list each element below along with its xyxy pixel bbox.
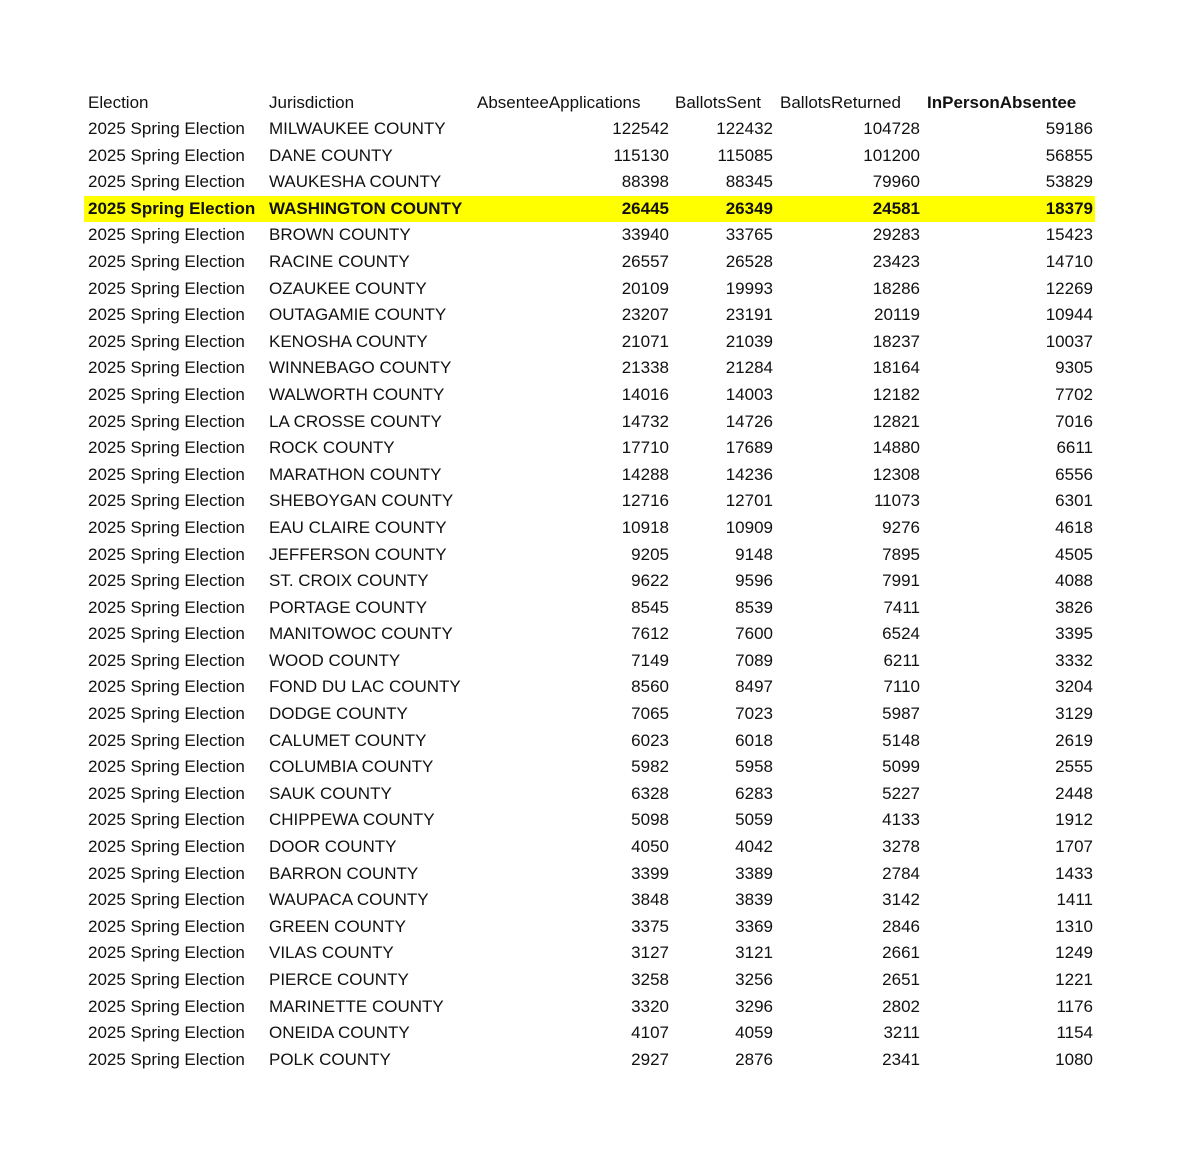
cell-absentee-applications: 17710: [621, 438, 669, 458]
cell-election: 2025 Spring Election: [88, 198, 256, 218]
table-row: [80, 355, 1100, 382]
cell-absentee-applications: 7065: [631, 704, 669, 724]
cell-ballots-sent: 3369: [735, 916, 773, 936]
table-row: [80, 754, 1100, 781]
table-row: [80, 648, 1100, 675]
cell-jurisdiction: LA CROSSE COUNTY: [269, 411, 442, 431]
table-row: [80, 1020, 1100, 1047]
cell-in-person-absentee: 4505: [1055, 544, 1093, 564]
cell-in-person-absentee: 2555: [1055, 757, 1093, 777]
cell-ballots-returned: 7411: [883, 597, 920, 617]
cell-jurisdiction: ST. CROIX COUNTY: [269, 571, 429, 591]
cell-in-person-absentee: 1912: [1055, 810, 1093, 830]
cell-ballots-returned: 3278: [882, 837, 920, 857]
cell-in-person-absentee: 7016: [1055, 411, 1093, 431]
cell-in-person-absentee: 1310: [1055, 916, 1093, 936]
cell-election: 2025 Spring Election: [88, 943, 245, 963]
cell-in-person-absentee: 56855: [1045, 145, 1093, 165]
cell-jurisdiction: DOOR COUNTY: [269, 837, 397, 857]
cell-jurisdiction: GREEN COUNTY: [269, 916, 406, 936]
cell-ballots-sent: 14236: [725, 464, 773, 484]
header-row: [80, 90, 1100, 116]
cell-jurisdiction: BARRON COUNTY: [269, 863, 419, 883]
cell-jurisdiction: DANE COUNTY: [269, 145, 393, 165]
cell-in-person-absentee: 12269: [1045, 278, 1093, 298]
header-ballots-returned: BallotsReturned: [780, 93, 901, 112]
table-row: [80, 382, 1100, 409]
cell-ballots-sent: 5958: [735, 757, 773, 777]
cell-in-person-absentee: 3204: [1055, 677, 1093, 697]
cell-jurisdiction: MILWAUKEE COUNTY: [269, 119, 446, 138]
cell-absentee-applications: 8560: [631, 677, 669, 697]
table-body: [80, 116, 1100, 1073]
cell-in-person-absentee: 14710: [1045, 251, 1093, 271]
cell-absentee-applications: 4107: [631, 1023, 669, 1043]
cell-election: 2025 Spring Election: [88, 837, 245, 857]
cell-ballots-returned: 2846: [882, 916, 920, 936]
table-row: [80, 967, 1100, 994]
cell-jurisdiction: WASHINGTON COUNTY: [269, 198, 463, 218]
cell-ballots-returned: 12308: [872, 464, 920, 484]
cell-ballots-sent: 88345: [725, 172, 773, 192]
cell-jurisdiction: SHEBOYGAN COUNTY: [269, 491, 454, 511]
cell-jurisdiction: JEFFERSON COUNTY: [269, 544, 447, 564]
cell-ballots-sent: 17689: [725, 438, 773, 458]
table-row: [80, 222, 1100, 249]
cell-jurisdiction: MARATHON COUNTY: [269, 464, 442, 484]
cell-jurisdiction: WAUPACA COUNTY: [269, 890, 429, 910]
cell-in-person-absentee: 3332: [1055, 650, 1093, 670]
cell-election: 2025 Spring Election: [88, 464, 245, 484]
table-row: [80, 276, 1100, 303]
cell-absentee-applications: 88398: [621, 172, 669, 192]
cell-ballots-returned: 3211: [883, 1023, 920, 1043]
cell-ballots-sent: 12701: [725, 491, 773, 511]
cell-election: 2025 Spring Election: [88, 783, 245, 803]
cell-election: 2025 Spring Election: [88, 1049, 245, 1069]
cell-ballots-returned: 3142: [882, 890, 920, 910]
table-row: [80, 701, 1100, 728]
cell-election: 2025 Spring Election: [88, 571, 245, 591]
cell-ballots-sent: 19993: [725, 278, 773, 298]
table-row: [80, 994, 1100, 1021]
cell-jurisdiction: PIERCE COUNTY: [269, 970, 409, 989]
cell-absentee-applications: 7612: [631, 624, 669, 644]
cell-election: 2025 Spring Election: [88, 916, 245, 936]
cell-absentee-applications: 3399: [631, 863, 669, 883]
cell-ballots-returned: 2661: [882, 943, 920, 963]
cell-ballots-returned: 104728: [863, 119, 920, 138]
cell-absentee-applications: 5982: [631, 757, 669, 777]
cell-in-person-absentee: 1433: [1055, 863, 1093, 883]
cell-in-person-absentee: 1154: [1056, 1023, 1093, 1043]
cell-in-person-absentee: 2448: [1055, 783, 1093, 803]
table-row: [80, 914, 1100, 941]
cell-absentee-applications: 26445: [621, 198, 669, 218]
cell-in-person-absentee: 2619: [1055, 730, 1093, 750]
cell-jurisdiction: FOND DU LAC COUNTY: [269, 677, 461, 697]
cell-absentee-applications: 9622: [631, 571, 669, 591]
table-row: [80, 462, 1100, 489]
cell-election: 2025 Spring Election: [88, 677, 245, 697]
cell-jurisdiction: RACINE COUNTY: [269, 251, 410, 271]
cell-election: 2025 Spring Election: [88, 384, 245, 404]
cell-in-person-absentee: 53829: [1045, 172, 1093, 192]
table-row: [80, 887, 1100, 914]
cell-absentee-applications: 14288: [621, 464, 669, 484]
cell-ballots-returned: 2784: [882, 863, 920, 883]
cell-ballots-sent: 4059: [735, 1023, 773, 1043]
cell-ballots-sent: 3296: [735, 996, 773, 1016]
cell-jurisdiction: OZAUKEE COUNTY: [269, 278, 427, 298]
cell-absentee-applications: 3375: [631, 916, 669, 936]
table-row: [80, 169, 1100, 196]
cell-ballots-sent: 122432: [716, 119, 773, 138]
cell-election: 2025 Spring Election: [88, 970, 245, 989]
cell-election: 2025 Spring Election: [88, 358, 245, 378]
cell-in-person-absentee: 15423: [1045, 225, 1093, 245]
cell-jurisdiction: WAUKESHA COUNTY: [269, 172, 442, 192]
cell-jurisdiction: KENOSHA COUNTY: [269, 331, 428, 351]
cell-election: 2025 Spring Election: [88, 650, 245, 670]
cell-ballots-returned: 24581: [872, 198, 920, 218]
cell-election: 2025 Spring Election: [88, 597, 245, 617]
cell-ballots-returned: 5099: [882, 757, 920, 777]
cell-jurisdiction: COLUMBIA COUNTY: [269, 757, 434, 777]
cell-in-person-absentee: 3395: [1055, 624, 1093, 644]
cell-in-person-absentee: 1080: [1055, 1049, 1093, 1069]
cell-election: 2025 Spring Election: [88, 544, 245, 564]
cell-election: 2025 Spring Election: [88, 810, 245, 830]
cell-absentee-applications: 26557: [621, 251, 669, 271]
cell-ballots-sent: 3389: [735, 863, 773, 883]
cell-ballots-sent: 10909: [725, 517, 773, 537]
cell-election: 2025 Spring Election: [88, 704, 245, 724]
cell-jurisdiction: WINNEBAGO COUNTY: [269, 358, 452, 378]
table-row: [80, 488, 1100, 515]
spreadsheet-table: [80, 90, 1100, 1073]
cell-ballots-sent: 21284: [725, 358, 773, 378]
cell-in-person-absentee: 3826: [1055, 597, 1093, 617]
cell-in-person-absentee: 4618: [1055, 517, 1093, 537]
cell-jurisdiction: EAU CLAIRE COUNTY: [269, 517, 447, 537]
cell-ballots-returned: 20119: [873, 305, 920, 325]
cell-ballots-returned: 79960: [872, 172, 920, 192]
cell-jurisdiction: MARINETTE COUNTY: [269, 996, 444, 1016]
cell-ballots-returned: 18237: [872, 331, 920, 351]
cell-in-person-absentee: 3129: [1055, 704, 1093, 724]
cell-absentee-applications: 5098: [631, 810, 669, 830]
cell-absentee-applications: 14732: [621, 411, 669, 431]
cell-absentee-applications: 7149: [631, 650, 669, 670]
cell-absentee-applications: 3848: [631, 890, 669, 910]
cell-absentee-applications: 3127: [631, 943, 669, 963]
cell-election: 2025 Spring Election: [88, 278, 245, 298]
cell-election: 2025 Spring Election: [88, 331, 245, 351]
cell-in-person-absentee: 6611: [1056, 438, 1093, 458]
cell-election: 2025 Spring Election: [88, 863, 245, 883]
cell-ballots-returned: 12182: [872, 384, 920, 404]
cell-absentee-applications: 10918: [621, 517, 669, 537]
cell-ballots-returned: 7895: [882, 544, 920, 564]
table-row: [80, 834, 1100, 861]
cell-election: 2025 Spring Election: [88, 119, 245, 138]
cell-jurisdiction: ONEIDA COUNTY: [269, 1023, 410, 1043]
header-absentee-applications: AbsenteeApplications: [477, 93, 641, 112]
table-row: [80, 595, 1100, 622]
table-row: [80, 807, 1100, 834]
cell-ballots-sent: 14726: [725, 411, 773, 431]
cell-absentee-applications: 6328: [631, 783, 669, 803]
cell-election: 2025 Spring Election: [88, 996, 245, 1016]
cell-election: 2025 Spring Election: [88, 757, 245, 777]
cell-ballots-returned: 6524: [882, 624, 920, 644]
cell-ballots-sent: 6283: [735, 783, 773, 803]
cell-absentee-applications: 8545: [631, 597, 669, 617]
cell-ballots-returned: 5148: [882, 730, 920, 750]
cell-in-person-absentee: 10944: [1045, 305, 1093, 325]
cell-ballots-sent: 7089: [735, 650, 773, 670]
cell-election: 2025 Spring Election: [88, 438, 245, 458]
cell-election: 2025 Spring Election: [88, 517, 245, 537]
table-row: [80, 329, 1100, 356]
cell-in-person-absentee: 9305: [1055, 358, 1093, 378]
cell-absentee-applications: 21338: [621, 358, 669, 378]
cell-ballots-sent: 3256: [735, 970, 773, 989]
table-row: [80, 728, 1100, 755]
cell-ballots-returned: 2651: [882, 970, 920, 989]
cell-election: 2025 Spring Election: [88, 890, 245, 910]
cell-in-person-absentee: 10037: [1045, 331, 1093, 351]
cell-in-person-absentee: 1176: [1056, 996, 1093, 1016]
cell-ballots-sent: 7600: [735, 624, 773, 644]
table-row: [80, 861, 1100, 888]
cell-jurisdiction: DODGE COUNTY: [269, 704, 408, 724]
cell-in-person-absentee: 1707: [1055, 837, 1093, 857]
table-row: [80, 116, 1100, 143]
cell-ballots-returned: 4133: [882, 810, 920, 830]
cell-absentee-applications: 33940: [621, 225, 669, 245]
cell-in-person-absentee: 18379: [1045, 198, 1093, 218]
cell-ballots-returned: 14880: [872, 438, 920, 458]
cell-election: 2025 Spring Election: [88, 730, 245, 750]
cell-ballots-returned: 5987: [882, 704, 920, 724]
table-row: [80, 143, 1100, 170]
cell-ballots-returned: 11073: [873, 491, 920, 511]
cell-absentee-applications: 14016: [621, 384, 669, 404]
table-row: [80, 781, 1100, 808]
cell-ballots-sent: 3121: [735, 943, 773, 963]
cell-ballots-sent: 33765: [725, 225, 773, 245]
cell-ballots-returned: 9276: [882, 517, 920, 537]
table-row: [80, 1047, 1100, 1074]
cell-in-person-absentee: 1411: [1056, 890, 1093, 910]
cell-jurisdiction: BROWN COUNTY: [269, 225, 411, 245]
cell-ballots-sent: 8497: [735, 677, 773, 697]
cell-jurisdiction: ROCK COUNTY: [269, 438, 395, 458]
cell-in-person-absentee: 6301: [1055, 491, 1093, 511]
cell-jurisdiction: OUTAGAMIE COUNTY: [269, 305, 447, 325]
cell-absentee-applications: 3258: [631, 970, 669, 989]
cell-election: 2025 Spring Election: [88, 172, 245, 192]
cell-ballots-returned: 2341: [882, 1049, 920, 1069]
header-jurisdiction: Jurisdiction: [269, 93, 355, 112]
cell-jurisdiction: PORTAGE COUNTY: [269, 597, 428, 617]
cell-ballots-sent: 23191: [725, 305, 773, 325]
cell-absentee-applications: 115130: [613, 145, 669, 165]
cell-election: 2025 Spring Election: [88, 624, 245, 644]
cell-in-person-absentee: 1249: [1055, 943, 1093, 963]
cell-election: 2025 Spring Election: [88, 411, 245, 431]
cell-ballots-sent: 9148: [735, 544, 773, 564]
cell-ballots-sent: 6018: [735, 730, 773, 750]
cell-absentee-applications: 12716: [621, 491, 669, 511]
cell-jurisdiction: VILAS COUNTY: [269, 943, 394, 963]
cell-ballots-sent: 26528: [725, 251, 773, 271]
cell-absentee-applications: 21071: [621, 331, 669, 351]
cell-ballots-sent: 26349: [725, 198, 773, 218]
cell-election: 2025 Spring Election: [88, 251, 245, 271]
cell-absentee-applications: 6023: [631, 730, 669, 750]
cell-ballots-returned: 29283: [872, 225, 920, 245]
cell-absentee-applications: 9205: [631, 544, 669, 564]
cell-jurisdiction: WALWORTH COUNTY: [269, 384, 445, 404]
cell-jurisdiction: CHIPPEWA COUNTY: [269, 810, 435, 830]
cell-ballots-returned: 5227: [882, 783, 920, 803]
cell-jurisdiction: CALUMET COUNTY: [269, 730, 427, 750]
cell-ballots-sent: 9596: [735, 571, 773, 591]
cell-absentee-applications: 23207: [621, 305, 669, 325]
table-row-highlighted: [80, 196, 1100, 223]
cell-jurisdiction: SAUK COUNTY: [269, 783, 392, 803]
cell-election: 2025 Spring Election: [88, 491, 245, 511]
header-ballots-sent: BallotsSent: [675, 93, 761, 112]
table-row: [80, 302, 1100, 329]
table-row: [80, 515, 1100, 542]
table-row: [80, 435, 1100, 462]
cell-ballots-returned: 12821: [872, 411, 920, 431]
cell-ballots-sent: 7023: [735, 704, 773, 724]
cell-jurisdiction: WOOD COUNTY: [269, 650, 401, 670]
cell-ballots-sent: 21039: [725, 331, 773, 351]
cell-ballots-returned: 2802: [882, 996, 920, 1016]
cell-in-person-absentee: 7702: [1055, 384, 1093, 404]
cell-absentee-applications: 2927: [631, 1049, 669, 1069]
cell-ballots-sent: 5059: [735, 810, 773, 830]
cell-election: 2025 Spring Election: [88, 305, 245, 325]
cell-ballots-returned: 7110: [883, 677, 920, 697]
table-row: [80, 542, 1100, 569]
cell-in-person-absentee: 4088: [1055, 571, 1093, 591]
header-in-person-absentee: InPersonAbsentee: [927, 93, 1077, 112]
cell-ballots-returned: 23423: [872, 251, 920, 271]
cell-in-person-absentee: 6556: [1055, 464, 1093, 484]
cell-jurisdiction: POLK COUNTY: [269, 1049, 391, 1069]
cell-absentee-applications: 3320: [631, 996, 669, 1016]
cell-ballots-returned: 7991: [882, 571, 920, 591]
table-row: [80, 409, 1100, 436]
table-row: [80, 621, 1100, 648]
header-election: Election: [88, 93, 149, 112]
cell-ballots-returned: 18164: [872, 358, 920, 378]
cell-election: 2025 Spring Election: [88, 225, 245, 245]
cell-ballots-sent: 2876: [735, 1049, 773, 1069]
cell-ballots-sent: 8539: [735, 597, 773, 617]
cell-ballots-returned: 101200: [863, 145, 920, 165]
cell-ballots-sent: 3839: [735, 890, 773, 910]
cell-ballots-sent: 14003: [725, 384, 773, 404]
cell-jurisdiction: MANITOWOC COUNTY: [269, 624, 453, 644]
table-row: [80, 940, 1100, 967]
cell-absentee-applications: 4050: [631, 837, 669, 857]
cell-ballots-returned: 6211: [883, 650, 920, 670]
cell-election: 2025 Spring Election: [88, 145, 245, 165]
table-row: [80, 568, 1100, 595]
table-row: [80, 674, 1100, 701]
cell-absentee-applications: 122542: [612, 119, 669, 138]
cell-ballots-returned: 18286: [872, 278, 920, 298]
cell-ballots-sent: 4042: [735, 837, 773, 857]
cell-in-person-absentee: 59186: [1045, 119, 1093, 138]
cell-election: 2025 Spring Election: [88, 1023, 245, 1043]
cell-ballots-sent: 115085: [717, 145, 773, 165]
cell-absentee-applications: 20109: [621, 278, 669, 298]
table-row: [80, 249, 1100, 276]
cell-in-person-absentee: 1221: [1055, 970, 1093, 989]
